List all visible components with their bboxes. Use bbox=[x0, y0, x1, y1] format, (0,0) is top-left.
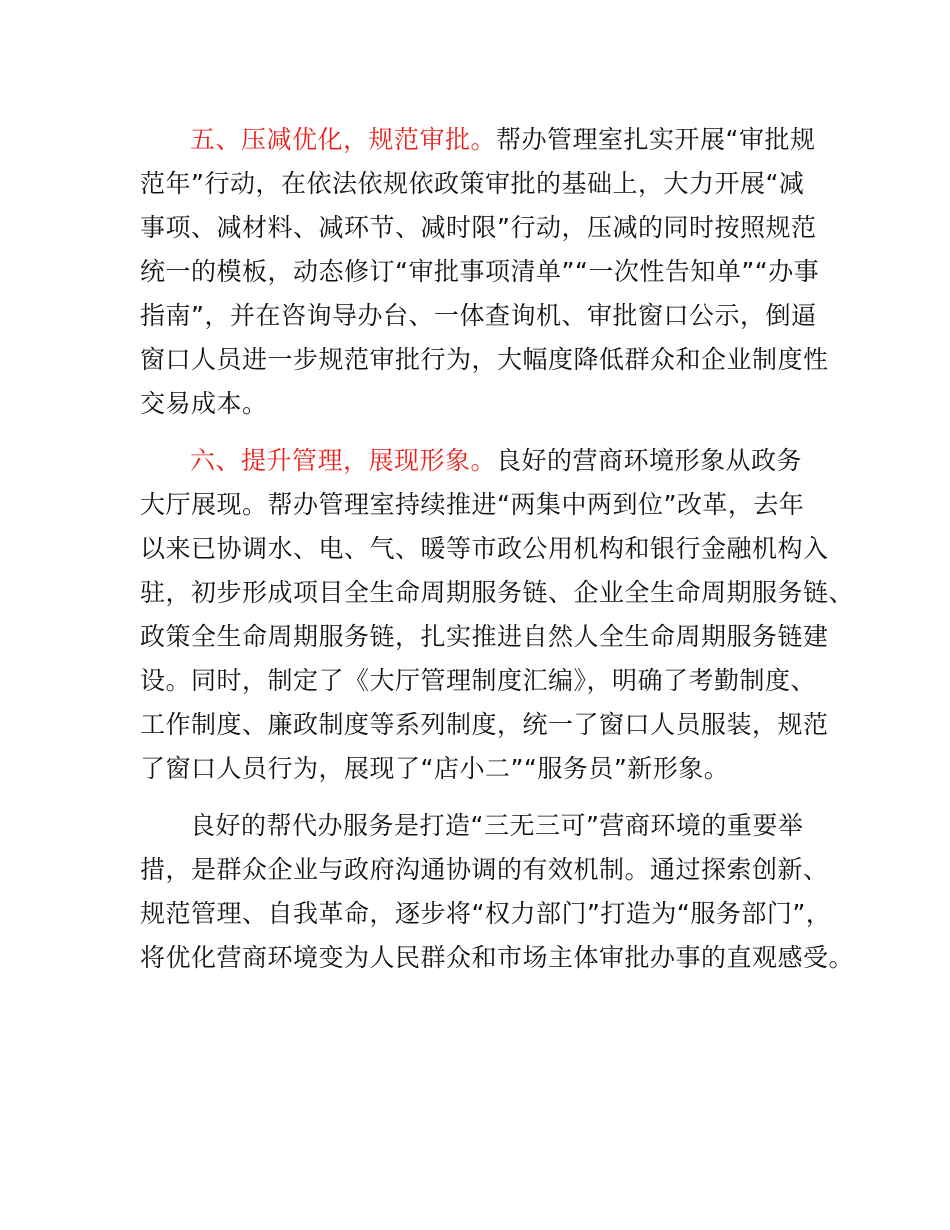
paragraph-line: 措，是群众企业与政府沟通协调的有效机制。通过探索创新、 bbox=[140, 855, 829, 884]
paragraph-line: 大厅展现。帮办管理室持续推进“两集中两到位”改革，去年 bbox=[140, 490, 805, 519]
section-five-paragraph bbox=[140, 118, 829, 426]
paragraph-line: 设。同时，制定了《大厅管理制度汇编》，明确了考勤制度、 bbox=[140, 666, 817, 695]
conclusion-paragraph bbox=[140, 804, 854, 980]
paragraph-line: 指南”，并在咨询导办台、一体查询机、审批窗口公示，倒逼 bbox=[140, 301, 817, 330]
paragraph-line: 将优化营商环境变为人民群众和市场主体审批办事的直观感受。 bbox=[140, 943, 855, 972]
paragraph-line: 了窗口人员行为，展现了“店小二”“服务员”新形象。 bbox=[140, 754, 730, 783]
paragraph-line: 以来已协调水、电、气、暖等市政公用机构和银行金融机构入 bbox=[140, 534, 829, 563]
paragraph-line: 规范管理、自我革命，逐步将“权力部门”打造为“服务部门”， bbox=[140, 899, 832, 928]
paragraph-text: 良好的营商环境形象从政务 bbox=[496, 446, 803, 475]
paragraph-line: 工作制度、廉政制度等系列制度，统一了窗口人员服装，规范 bbox=[140, 710, 829, 739]
paragraph-line: 政策全生命周期服务链，扎实推进自然人全生命周期服务链建 bbox=[140, 622, 829, 651]
section-six-heading: 六、提升管理，展现形象。 bbox=[190, 446, 497, 475]
paragraph-line: 范年”行动，在依法依规依政策审批的基础上，大力开展“减 bbox=[140, 169, 805, 198]
paragraph-line: 窗口人员进一步规范审批行为，大幅度降低群众和企业制度性 bbox=[140, 345, 829, 374]
paragraph-line bbox=[140, 118, 829, 162]
paragraph-line bbox=[140, 439, 854, 483]
paragraph-line: 良好的帮代办服务是打造“三无三可”营商环境的重要举 bbox=[190, 811, 804, 840]
paragraph-line: 驻，初步形成项目全生命周期服务链、企业全生命周期服务链、 bbox=[140, 578, 855, 607]
paragraph-text: 帮办管理室扎实开展“审批规 bbox=[496, 125, 816, 154]
section-five-heading: 五、压减优化，规范审批。 bbox=[190, 125, 497, 154]
section-six-paragraph bbox=[140, 439, 854, 791]
paragraph-line: 事项、减材料、减环节、减时限”行动，压减的同时按照规范 bbox=[140, 213, 817, 242]
paragraph-line: 统一的模板，动态修订“审批事项清单”“一次性告知单”“办事 bbox=[140, 257, 820, 286]
paragraph-line: 交易成本。 bbox=[140, 389, 268, 418]
